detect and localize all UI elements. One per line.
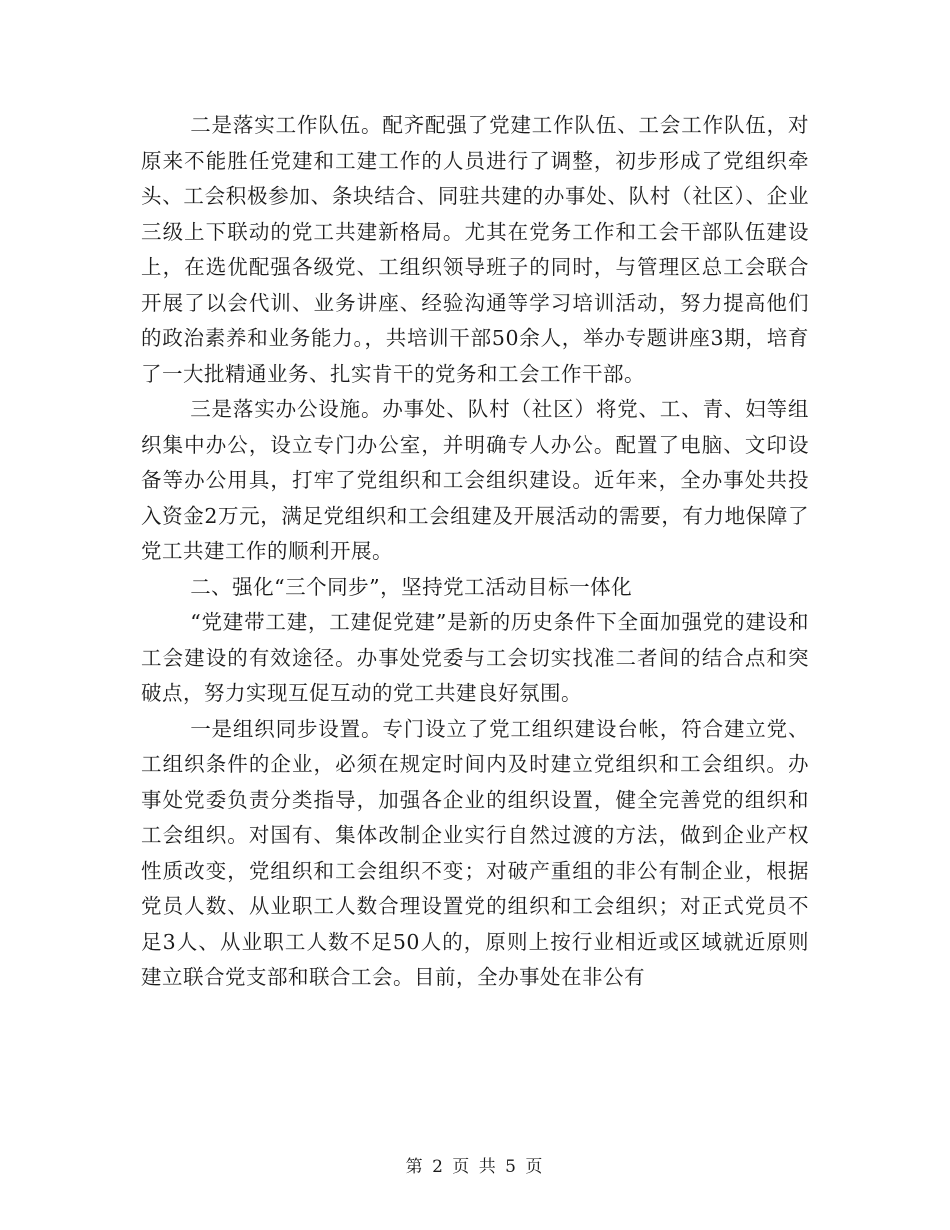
paragraph-staffing: 二是落实工作队伍。配齐配强了党建工作队伍、工会工作队伍，对原来不能胜任党建和工建工作的人员进行了调整，初步形成了党组织牵头、工会积极参加、条块结合、同驻共建的办事处、队村（社区）、企业三级上下联动的党工共建新格局。尤其在党务工作和工会干部队伍建设上，在选优配强各级党、工组织领导班子的同时，与管理区总工会联合开展了以会代训、业务讲座、经验沟通等学习培训活动，努力提高他们的政治素养和业务能力。，共培训干部50余人，举办专题讲座3期，培育了一大批精通业务、扎实肯干的党务和工会工作干部。 [141, 113, 809, 386]
paragraph-office-facilities: 三是落实办公设施。办事处、队村（社区）将党、工、青、妇等组织集中办公，设立专门办公室，并明确专人办公。配置了电脑、文印设备等办公用具，打牢了党组织和工会组织建设。近年来，全办事处共投入资金2万元，满足党组织和工会组建及开展活动的需要，有力地保障了党工共建工作的顺利开展。 [141, 397, 809, 563]
paragraph-organization-sync: 一是组织同步设置。专门设立了党工组织建设台帐，符合建立党、工组织条件的企业，必须在规定时间内及时建立党组织和工会组织。办事处党委负责分类指导，加强各企业的组织设置，健全完善党的组织和工会组织。对国有、集体改制企业实行自然过渡的方法，做到企业产权性质改变，党组织和工会组织不变；对破产重组的非公有制企业，根据党员人数、从业职工人数合理设置党的组织和工会组织；对正式党员不足3人、从业职工人数不足50人的，原则上按行业相近或区域就近原则建立联合党支部和联合工会。目前，全办事处在非公有 [141, 716, 809, 989]
document-body [141, 108, 809, 996]
section-heading: 二、强化“三个同步”，坚持党工活动目标一体化 [190, 574, 633, 599]
page-footer: 第 2 页 共 5 页 [405, 1157, 545, 1177]
paragraph-intro: “党建带工建，工建促党建”是新的历史条件下全面加强党的建设和工会建设的有效途径。办事处党委与工会切实找准二者间的结合点和突破点，努力实现互促互动的党工共建良好氛围。 [141, 610, 809, 705]
